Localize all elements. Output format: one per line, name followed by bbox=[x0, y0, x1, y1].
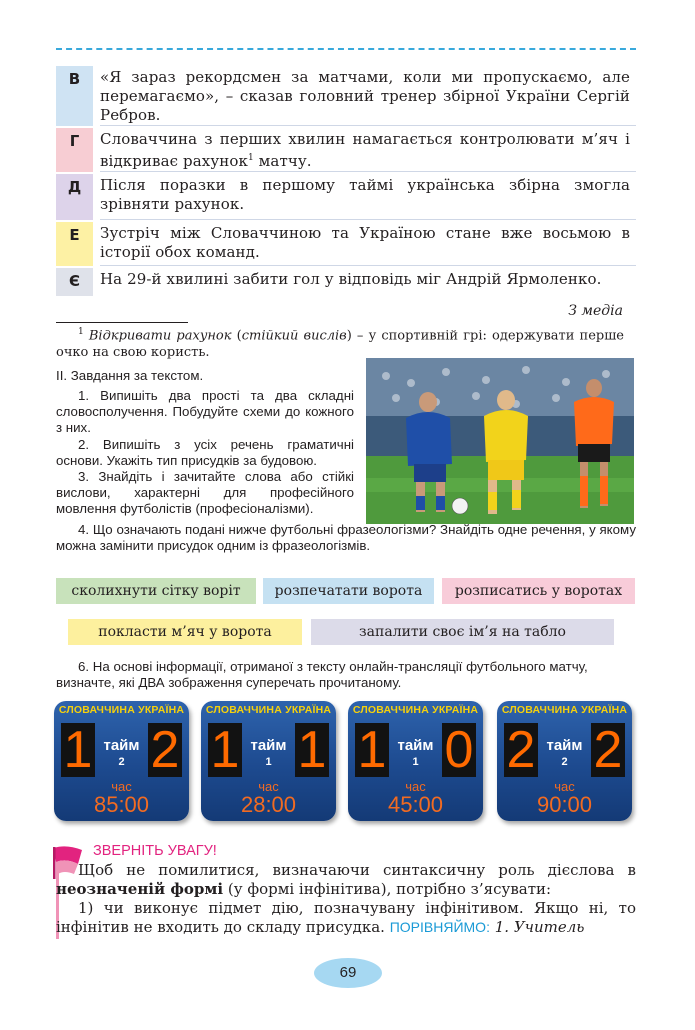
half-label: тайм bbox=[397, 737, 434, 754]
option-row-ie bbox=[56, 268, 636, 296]
note-paragraph: 1) чи виконує підмет дію, позначувану інфінітивом. Якщо ні, то інфінітив не входить до складу присудка. ПОРІВНЯЙМО: 1. Учитель bbox=[56, 899, 636, 936]
away-score: 2 bbox=[148, 723, 182, 777]
home-score: 1 bbox=[208, 723, 242, 777]
option-letter: Г bbox=[56, 128, 93, 172]
option-text: «Я зараз рекордсмен за матчами, коли ми пропускаємо, але перемагаємо», – сказав головний тренер збірної України Сергій Ребров. bbox=[100, 68, 630, 124]
option-text: Зустріч між Словаччиною та Україною стане вже восьмою в історії обох команд. bbox=[100, 224, 630, 261]
source-label: З медіа bbox=[568, 303, 623, 319]
tasks-heading: ІІ. Завдання за текстом. bbox=[56, 368, 204, 383]
phrase-box: сколихнути сітку воріт bbox=[56, 578, 256, 604]
task-item: 1. Випишіть два прості та два складні словосполучення. Побудуйте схеми до кожного з них. bbox=[56, 388, 354, 436]
scoreboard bbox=[348, 701, 483, 821]
option-letter: Д bbox=[56, 174, 93, 220]
match-time: 28:00 bbox=[240, 792, 297, 817]
task-item: 3. Знайдіть і зачитайте слова або стійкі вислови, характерні для професійного мовлення футболістів (професіоналізми). bbox=[56, 469, 354, 517]
option-letter: В bbox=[56, 66, 93, 126]
half-number: 1 bbox=[412, 756, 419, 768]
time-label: час bbox=[554, 779, 575, 794]
option-row-h bbox=[56, 128, 636, 172]
task-list bbox=[56, 388, 354, 518]
half-label: тайм bbox=[250, 737, 287, 754]
note-paragraph: Щоб не помилитися, визначаючи синтаксичну роль дієслова в неозначеній формі (у формі інфінітива), потрібно з’ясувати: bbox=[56, 861, 636, 898]
task-item: 4. Що означають подані нижче футбольні фразеологізми? Знайдіть одне речення, у якому можна замінити присудок одним із фразеологізмів. bbox=[56, 522, 636, 554]
half-number: 1 bbox=[265, 756, 272, 768]
away-score: 2 bbox=[591, 723, 625, 777]
match-time: 85:00 bbox=[93, 792, 150, 817]
phrase-box: покласти м’яч у ворота bbox=[68, 619, 302, 645]
task-item: 6. На основі інформації, отриманої з тексту онлайн-трансляції футбольного матчу, визначте, які ДВА зображення суперечать прочитаному. bbox=[56, 659, 588, 691]
top-dashed-divider bbox=[56, 48, 636, 50]
away-score: 1 bbox=[295, 723, 329, 777]
page-number: 69 bbox=[314, 958, 382, 988]
scoreboard bbox=[497, 701, 632, 821]
half-number: 2 bbox=[118, 756, 125, 768]
phrase-box: розпечатати ворота bbox=[263, 578, 434, 604]
time-label: час bbox=[258, 779, 279, 794]
home-score: 2 bbox=[504, 723, 538, 777]
teams-label: СЛОВАЧЧИНА УКРАЇНА bbox=[352, 704, 479, 716]
note-body bbox=[56, 861, 636, 937]
teams-label: СЛОВАЧЧИНА УКРАЇНА bbox=[205, 704, 332, 716]
option-text: Словаччина з перших хвилин намагається контролювати м’яч і відкриває рахунок$^1$ матчу. bbox=[100, 130, 630, 170]
option-letter: Е bbox=[56, 222, 93, 266]
half-label: тайм bbox=[546, 737, 583, 754]
phrase-box: розписатись у воротах bbox=[442, 578, 635, 604]
note-heading: ЗВЕРНІТЬ УВАГУ! bbox=[93, 843, 217, 859]
time-label: час bbox=[111, 779, 132, 794]
home-score: 1 bbox=[355, 723, 389, 777]
half-number: 2 bbox=[561, 756, 568, 768]
option-text: На 29-й хвилині забити гол у відповідь міг Андрій Ярмоленко. bbox=[100, 270, 602, 288]
teams-label: СЛОВАЧЧИНА УКРАЇНА bbox=[501, 704, 628, 716]
option-row-d bbox=[56, 174, 636, 220]
footnote: $^1$ Відкривати рахунок (стійкий вислів) – у спортивній грі: одержувати перше очко на свою користь. bbox=[56, 327, 624, 361]
scoreboard bbox=[54, 701, 189, 821]
option-row-v bbox=[56, 66, 636, 126]
option-letter: Є bbox=[56, 268, 93, 296]
match-time: 90:00 bbox=[536, 792, 593, 817]
home-score: 1 bbox=[61, 723, 95, 777]
away-score: 0 bbox=[442, 723, 476, 777]
time-label: час bbox=[405, 779, 426, 794]
option-text: Після поразки в першому таймі українська збірна змогла зрівняти рахунок. bbox=[100, 176, 630, 213]
teams-label: СЛОВАЧЧИНА УКРАЇНА bbox=[58, 704, 185, 716]
task-item: 2. Випишіть з усіх речень граматичні основи. Укажіть тип присудків за будовою. bbox=[56, 436, 354, 468]
scoreboard bbox=[201, 701, 336, 821]
phrase-box: запалити своє ім’я на табло bbox=[311, 619, 614, 645]
option-row-ye bbox=[56, 222, 636, 266]
footnote-divider bbox=[56, 322, 188, 323]
half-label: тайм bbox=[103, 737, 140, 754]
football-match-photo bbox=[366, 358, 634, 524]
match-time: 45:00 bbox=[387, 792, 444, 817]
